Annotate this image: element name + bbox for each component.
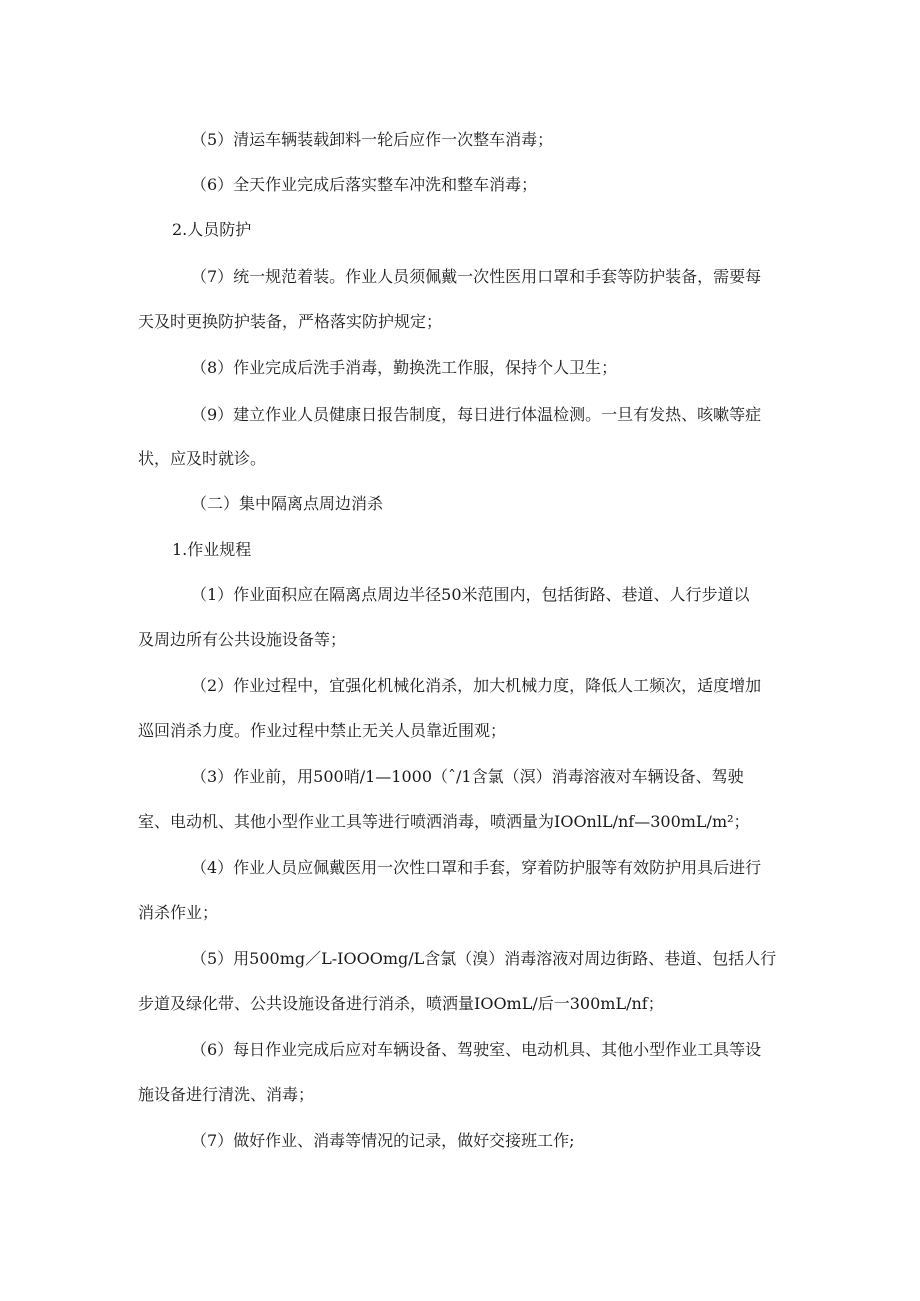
paragraph-ppe-line2: 消杀作业； (138, 903, 219, 922)
paragraph-pre-work-spray-line2: 室、电动机、其他小型作业工具等进行喷洒消毒，喷洒量为IOOnlL/nf—300mL/m²； (138, 812, 750, 831)
heading-personnel-protection: 2.人员防护 (172, 220, 252, 239)
paragraph-ppe-line1: （4）作业人员应佩戴医用一次性口罩和手套，穿着防护服等有效防护用具后进行 (191, 858, 762, 877)
paragraph-work-area-line2: 及周边所有公共设施设备等； (138, 630, 347, 649)
paragraph-health-report-line1: （9）建立作业人员健康日报告制度，每日进行体温检测。一旦有发热、咳嗽等症 (191, 405, 762, 424)
paragraph-health-report-line2: 状，应及时就诊。 (138, 449, 267, 468)
paragraph-daily-cleaning-line2: 施设备进行清洗、消毒； (138, 1085, 315, 1104)
paragraph-street-spray-line1: （5）用500mg／L-IOOOmg/L含氯（溴）消毒溶液对周边街路、巷道、包括人行 (191, 949, 777, 968)
paragraph-mechanized-line2: 巡回消杀力度。作业过程中禁止无关人员靠近围观； (138, 721, 507, 740)
paragraph-work-area-line1: （1）作业面积应在隔离点周边半径50米范围内，包括街路、巷道、人行步道以 (191, 585, 750, 604)
paragraph-daily-cleaning-line1: （6）每日作业完成后应对车辆设备、驾驶室、电动机具、其他小型作业工具等设 (191, 1040, 762, 1059)
heading-work-procedure: 1.作业规程 (172, 540, 252, 559)
heading-isolation-site-disinfection: （二）集中隔离点周边消杀 (191, 494, 384, 513)
paragraph-street-spray-line2: 步道及绿化带、公共设施设备进行消杀，喷洒量IOOmL/后一300mL/nf； (138, 994, 664, 1013)
paragraph-uniform-dress-line1: （7）统一规范着装。作业人员须佩戴一次性医用口罩和手套等防护装备，需要每 (191, 267, 762, 286)
paragraph-daily-wash-disinfect: （6）全天作业完成后落实整车冲洗和整车消毒； (191, 175, 538, 194)
paragraph-records-handover: （7）做好作业、消毒等情况的记录，做好交接班工作; (191, 1131, 575, 1150)
paragraph-vehicle-unload-disinfect: （5）清运车辆装载卸料一轮后应作一次整车消毒； (191, 130, 554, 149)
paragraph-mechanized-line1: （2）作业过程中，宜强化机械化消杀，加大机械力度，降低人工频次，适度增加 (191, 676, 762, 695)
paragraph-hand-wash: （8）作业完成后洗手消毒，勤换洗工作服，保持个人卫生； (191, 358, 618, 377)
paragraph-uniform-dress-line2: 天及时更换防护装备，严格落实防护规定； (138, 312, 443, 331)
paragraph-pre-work-spray-line1: （3）作业前，用500哨/1—1000（ˆ/1含氯（溟）消毒溶液对车辆设备、驾驶 (191, 767, 744, 786)
